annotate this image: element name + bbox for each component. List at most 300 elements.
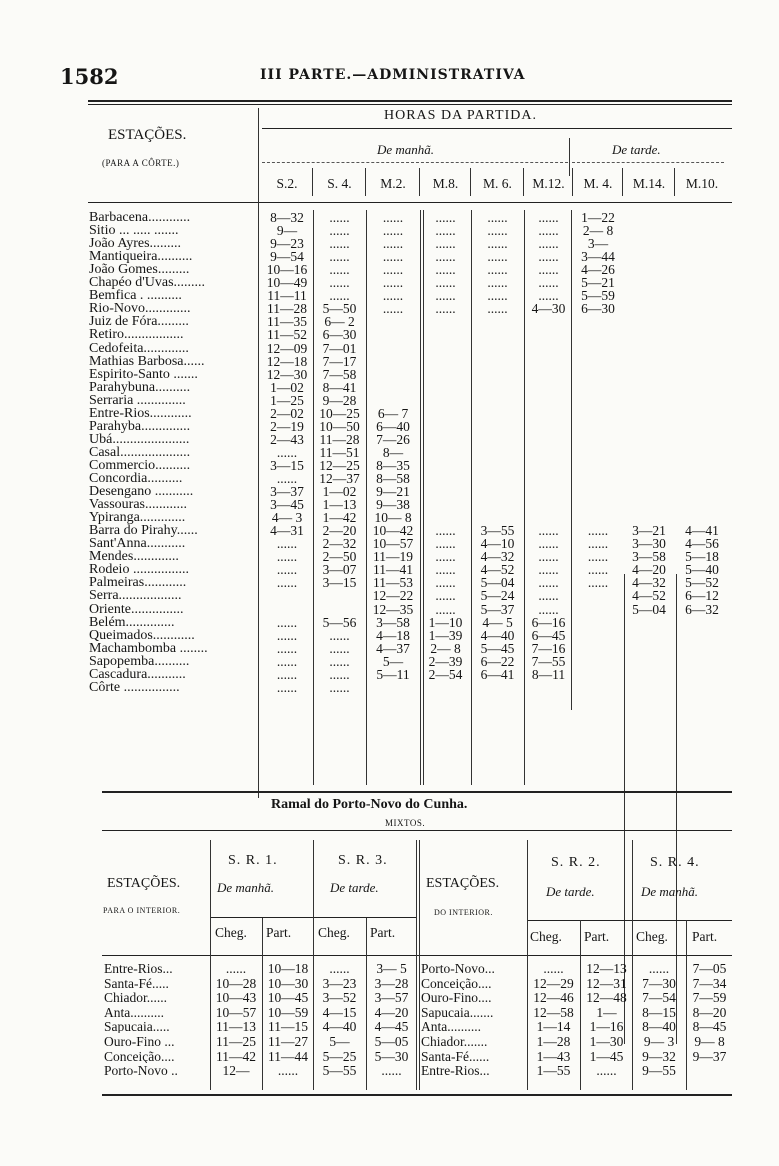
train-sr2: S. R. 2. <box>551 855 601 870</box>
time-cell: 1—13 <box>322 497 357 513</box>
time-cell: 4—52 <box>632 588 666 604</box>
station-name: Porto-Novo .. <box>104 1064 178 1078</box>
time-cell: 10—42 <box>372 523 414 539</box>
time-cell: 1—25 <box>270 392 304 408</box>
col-divider <box>312 168 313 196</box>
station-name: Parahybuna.......... <box>89 380 191 394</box>
time-cell: 4— 3 <box>271 510 303 526</box>
time-cell: 5— <box>329 1035 350 1048</box>
top-rule-thin <box>88 104 732 105</box>
station-name: Serraria .............. <box>89 393 186 407</box>
time-cell: 11—19 <box>373 549 413 565</box>
time-cell: 9—32 <box>642 1049 676 1063</box>
time-cell: 7—26 <box>376 431 410 447</box>
time-cell: ...... <box>587 575 609 591</box>
time-cell: 10—45 <box>267 991 309 1005</box>
station-name: Santa-Fé...... <box>421 1049 490 1063</box>
time-cell: ...... <box>329 627 350 643</box>
time-cell: 11—25 <box>216 1035 256 1048</box>
time-cell: 6—41 <box>480 666 515 682</box>
time-cell: 4—40 <box>480 627 515 643</box>
sr1-arr-head: Cheg. <box>215 925 247 940</box>
time-cell: ...... <box>538 523 559 539</box>
time-cell: ...... <box>382 301 404 317</box>
time-cell: 3—58 <box>376 614 410 630</box>
time-cell: 9—54 <box>270 249 304 265</box>
station-name: Entre-Rios... <box>421 1064 490 1078</box>
time-cell: 5—18 <box>685 549 719 565</box>
time-cell: ...... <box>435 549 456 565</box>
station-name: João Ayres......... <box>89 237 182 251</box>
station-name: Côrte ................ <box>89 680 180 694</box>
time-cell: 11—41 <box>373 562 413 578</box>
stations-label: ESTAÇÕES. <box>108 127 187 143</box>
time-cell: 10—25 <box>319 405 360 421</box>
time-cell: 12—35 <box>372 601 414 617</box>
time-cell: 5—52 <box>685 575 719 591</box>
column-header: M. 6. <box>483 176 512 191</box>
time-cell: ...... <box>276 444 298 460</box>
time-cell: ...... <box>538 210 559 225</box>
time-cell: 5—59 <box>581 288 615 304</box>
time-cell: 7—16 <box>531 640 566 656</box>
time-cell: ...... <box>538 549 559 565</box>
time-cell: 1—02 <box>322 484 357 500</box>
time-cell: ...... <box>329 223 350 239</box>
time-cell: ...... <box>435 288 456 304</box>
station-name: Rio-Novo............. <box>89 302 191 316</box>
time-cell: ...... <box>225 962 247 975</box>
top-rule <box>88 100 732 102</box>
hours-title: HORAS DA PARTIDA. <box>384 108 537 123</box>
time-cell: 11—44 <box>268 1049 308 1063</box>
time-cell: 11—53 <box>373 575 413 591</box>
time-cell: 5—04 <box>480 575 515 591</box>
time-cell: 5—37 <box>480 601 515 617</box>
time-cell: ...... <box>538 601 559 617</box>
direction-label: (PARA A CÔRTE.) <box>102 158 180 168</box>
time-cell: ...... <box>329 210 350 225</box>
station-name: João Gomes......... <box>89 263 190 277</box>
morning-brace <box>262 162 568 163</box>
time-cell: ...... <box>538 588 559 604</box>
time-cell: 4—20 <box>632 562 666 578</box>
time-cell: 10—57 <box>215 1005 257 1019</box>
right-direction: DO INTERIOR. <box>434 908 493 917</box>
time-cell: 12—30 <box>266 366 308 382</box>
time-cell: 3—21 <box>632 523 666 539</box>
time-cell: 5—25 <box>322 1049 357 1063</box>
station-name: Machambomba ........ <box>89 641 208 655</box>
station-name: Vassouras............ <box>89 498 187 512</box>
time-cell: ...... <box>487 275 508 291</box>
time-cell: 8—20 <box>692 1005 727 1019</box>
station-name: Anta.......... <box>104 1005 164 1019</box>
time-cell: 8—35 <box>376 457 410 473</box>
time-cell: 4—41 <box>685 523 719 539</box>
time-cell: ...... <box>487 210 508 225</box>
time-cell: ...... <box>538 562 559 578</box>
time-cell: 4—32 <box>632 575 666 591</box>
station-name: Mathias Barbosa...... <box>89 354 205 368</box>
column-header: M.12. <box>532 176 565 191</box>
time-cell: 10—16 <box>266 262 308 278</box>
time-cell: 9— 3 <box>643 1035 675 1048</box>
time-cell: ...... <box>435 249 456 265</box>
time-cell: 12—29 <box>533 976 574 990</box>
col-divider <box>419 168 420 196</box>
time-cell: 10—18 <box>267 962 309 975</box>
time-cell: 4—56 <box>685 536 719 552</box>
time-cell: ...... <box>382 210 404 225</box>
time-cell: 10—49 <box>266 275 308 291</box>
time-cell: 1—22 <box>581 210 615 225</box>
time-cell: 2—39 <box>428 653 463 669</box>
time-cell: ...... <box>435 575 456 591</box>
time-cell: 8—58 <box>376 471 410 486</box>
time-cell: 3—30 <box>632 536 666 552</box>
time-cell: 12—22 <box>372 588 414 604</box>
time-cell: 11—15 <box>268 1020 308 1034</box>
time-cell: ...... <box>276 549 298 565</box>
station-name: Barbacena............ <box>89 211 191 225</box>
time-cell: 4—45 <box>374 1020 409 1034</box>
time-cell: ...... <box>596 1064 617 1078</box>
time-cell: 6— 2 <box>324 314 355 330</box>
col-divider <box>674 168 675 196</box>
sr4-period: De manhã. <box>641 884 699 899</box>
time-cell: 4—26 <box>581 262 615 278</box>
hours-underline <box>262 128 732 129</box>
time-cell: 3—57 <box>374 991 409 1005</box>
time-cell: ...... <box>435 601 456 617</box>
station-name: Chiador...... <box>104 991 167 1005</box>
sr3-period: De tarde. <box>330 880 379 895</box>
station-name: Parahyba.............. <box>89 419 191 433</box>
sr4-dep-head: Part. <box>692 929 718 944</box>
sr1-dep-head: Part. <box>266 925 292 940</box>
time-cell: 12—25 <box>319 457 360 473</box>
time-cell: 4—37 <box>376 640 410 656</box>
time-cell: ...... <box>382 249 404 265</box>
time-cell: 8—15 <box>642 1005 676 1019</box>
time-cell: 3—58 <box>632 549 666 565</box>
time-cell: 1—30 <box>589 1035 624 1048</box>
time-cell: ...... <box>382 236 404 252</box>
time-cell: ...... <box>382 288 404 304</box>
time-cell: 3—44 <box>581 249 615 265</box>
sub-rule <box>528 920 732 921</box>
time-cell: 3— <box>587 236 609 252</box>
time-cell: 5—55 <box>322 1064 357 1078</box>
time-cell: ...... <box>276 666 298 682</box>
branch-top-rule <box>102 830 732 831</box>
time-cell: 1—55 <box>536 1064 571 1078</box>
time-cell: 5—04 <box>632 601 666 617</box>
station-name: Juiz de Fóra......... <box>89 315 189 329</box>
time-cell: 6—45 <box>531 627 566 643</box>
time-cell: ...... <box>538 536 559 552</box>
time-cell: 4—32 <box>480 549 515 565</box>
time-cell: 1—10 <box>428 614 463 630</box>
time-cell: 6— 7 <box>377 405 409 421</box>
column-header: M. 4. <box>583 176 613 191</box>
afternoon-brace <box>572 162 724 163</box>
time-cell: 11—27 <box>268 1035 308 1048</box>
train-sr4: S. R. 4. <box>650 855 700 870</box>
station-name: Mendes............. <box>89 550 179 564</box>
time-cell: 6—30 <box>581 301 615 317</box>
time-cell: 10—57 <box>372 536 414 552</box>
time-cell: 3—15 <box>270 457 304 473</box>
time-cell: ...... <box>277 1064 299 1078</box>
time-cell: 7—30 <box>642 976 676 990</box>
column-header: M.10. <box>685 176 719 191</box>
time-cell: 11—11 <box>267 288 307 304</box>
station-name: Espirito-Santo ....... <box>89 367 198 381</box>
time-cell: 9— <box>276 223 298 239</box>
branch-bottom-rule <box>102 1094 732 1096</box>
time-cell: 7—05 <box>692 962 727 975</box>
time-cell: 3—15 <box>322 575 357 591</box>
time-cell: 5—50 <box>322 301 357 317</box>
time-cell: 2—20 <box>322 523 357 539</box>
time-cell: 10—30 <box>267 976 309 990</box>
station-name: Queimados............ <box>89 628 195 642</box>
station-name: Oriente............... <box>89 602 184 616</box>
column-header: S. 4. <box>327 176 352 191</box>
page-number: 1582 <box>60 64 119 89</box>
time-cell: ...... <box>381 1064 402 1078</box>
time-cell: ...... <box>487 249 508 265</box>
time-cell: 2—54 <box>428 666 463 682</box>
time-cell: ...... <box>329 666 350 682</box>
col-divider <box>569 138 570 176</box>
time-cell: ...... <box>435 523 456 539</box>
time-cell: 4— 5 <box>482 614 513 630</box>
time-cell: ...... <box>329 679 350 695</box>
station-name: Entre-Rios... <box>104 962 173 975</box>
time-cell: 12—13 <box>586 962 627 975</box>
branch-header-rule <box>102 955 732 956</box>
time-cell: 2—32 <box>322 536 357 552</box>
time-cell: 12— <box>222 1064 250 1078</box>
station-name: Palmeiras............ <box>89 576 187 590</box>
time-cell: 9—21 <box>376 484 410 500</box>
time-cell: 10—43 <box>215 991 257 1005</box>
time-cell: 7—59 <box>692 991 727 1005</box>
time-cell: ...... <box>382 223 404 239</box>
time-cell: 3—52 <box>322 991 357 1005</box>
station-name: Cedofeita............. <box>89 341 189 355</box>
time-cell: ...... <box>276 562 298 578</box>
time-cell: 5—05 <box>374 1035 409 1048</box>
time-cell: ...... <box>382 275 404 291</box>
col-divider <box>470 168 471 196</box>
sr3-arr-head: Cheg. <box>318 925 350 940</box>
time-cell: ...... <box>587 562 609 578</box>
time-cell: 5—21 <box>581 275 615 291</box>
time-cell: ...... <box>435 275 456 291</box>
sr1-period: De manhã. <box>217 880 275 895</box>
time-cell: 6—40 <box>376 418 410 434</box>
time-cell: 1—16 <box>589 1020 624 1034</box>
time-cell: 11—42 <box>216 1049 256 1063</box>
time-cell: 11—35 <box>267 314 307 330</box>
time-cell: ...... <box>487 288 508 304</box>
time-cell: 3—23 <box>322 976 357 990</box>
time-cell: ...... <box>276 627 298 643</box>
column-header: M.2. <box>380 176 406 191</box>
station-name: Chapéo d'Uvas......... <box>89 276 206 290</box>
page-header <box>60 64 740 89</box>
time-cell: 10—59 <box>267 1005 309 1019</box>
time-cell: ...... <box>329 236 350 252</box>
time-cell: 5—45 <box>480 640 515 656</box>
time-cell: ...... <box>538 236 559 252</box>
time-cell: 7—01 <box>322 340 357 356</box>
time-cell: 12—46 <box>533 991 574 1005</box>
time-cell: 1—42 <box>322 510 357 526</box>
time-cell: ...... <box>435 562 456 578</box>
time-cell: ...... <box>329 249 350 265</box>
station-name: Ouro-Fino ... <box>104 1035 175 1048</box>
time-cell: ...... <box>329 262 350 278</box>
time-cell: 10— 8 <box>374 510 412 526</box>
station-name: Santa-Fé..... <box>104 976 169 990</box>
time-cell: 3—45 <box>270 497 304 513</box>
afternoon-label: De tarde. <box>612 142 661 157</box>
time-cell: 3—07 <box>322 562 357 578</box>
time-cell: ...... <box>487 262 508 278</box>
time-cell: 8—45 <box>692 1020 727 1034</box>
time-cell: 7—55 <box>531 653 566 669</box>
station-name: Chiador....... <box>421 1035 488 1048</box>
sr4-arr-head: Cheg. <box>636 929 668 944</box>
column-header: M.14. <box>632 176 666 191</box>
time-cell: ...... <box>276 471 298 486</box>
morning-label: De manhã. <box>377 142 435 157</box>
time-cell: 11—52 <box>267 327 307 343</box>
time-cell: ...... <box>487 236 508 252</box>
station-name: Commercio.......... <box>89 458 191 472</box>
time-cell: 9—28 <box>322 392 357 408</box>
station-name: Sitio ... ..... ....... <box>89 224 179 238</box>
time-cell: 4—20 <box>374 1005 409 1019</box>
time-cell: 11—28 <box>319 431 360 447</box>
time-cell: 8—40 <box>642 1020 676 1034</box>
time-cell: 5—56 <box>322 614 357 630</box>
time-cell: 4—10 <box>480 536 515 552</box>
time-cell: 4—18 <box>376 627 410 643</box>
time-cell: 9—55 <box>642 1064 676 1078</box>
station-name: Cascadura........... <box>89 667 186 681</box>
time-cell: ...... <box>329 640 350 656</box>
col-divider <box>365 168 366 196</box>
time-cell: ...... <box>435 223 456 239</box>
time-cell: ...... <box>435 236 456 252</box>
station-name: Belém.............. <box>89 615 175 629</box>
time-cell: ...... <box>276 575 298 591</box>
time-cell: ...... <box>329 275 350 291</box>
time-cell: 2— 8 <box>430 640 461 656</box>
station-name: Sapopemba.......... <box>89 654 190 668</box>
time-cell: 11—13 <box>216 1020 256 1034</box>
column-header: M.8. <box>432 176 459 191</box>
time-cell: 6—12 <box>685 588 719 604</box>
time-cell: 2— 8 <box>582 223 614 239</box>
sr2-dep-head: Part. <box>584 929 610 944</box>
time-cell: 2—02 <box>270 405 304 421</box>
train-sr1: S. R. 1. <box>228 853 278 868</box>
station-name: Serra.................. <box>89 589 182 603</box>
time-cell: 3—55 <box>480 523 515 539</box>
time-cell: 12—18 <box>266 353 308 369</box>
header-bottom-rule <box>88 202 732 203</box>
station-name: Ubá...................... <box>89 432 190 446</box>
station-name: Anta.......... <box>421 1020 481 1034</box>
sr2-arr-head: Cheg. <box>530 929 562 944</box>
time-cell: 9— 8 <box>694 1035 725 1048</box>
time-cell: 10—50 <box>319 418 360 434</box>
time-cell: ...... <box>382 262 404 278</box>
time-cell: ...... <box>487 301 508 317</box>
time-cell: ...... <box>276 679 298 695</box>
column-header: S.2. <box>276 176 298 191</box>
time-cell: ...... <box>543 962 564 975</box>
time-cell: 7—17 <box>322 353 357 369</box>
time-cell: ...... <box>538 288 559 304</box>
sr3-dep-head: Part. <box>370 925 396 940</box>
time-cell: 6—22 <box>480 653 515 669</box>
time-cell: 12—09 <box>266 340 308 356</box>
time-cell: 10—28 <box>215 976 257 990</box>
time-cell: 4—31 <box>270 523 304 539</box>
time-cell: ...... <box>276 536 298 552</box>
time-cell: 5—30 <box>374 1049 409 1063</box>
time-cell: 5—40 <box>685 562 719 578</box>
station-name: Bemfica . .......... <box>89 289 182 303</box>
right-stations-label: ESTAÇÕES. <box>426 876 500 891</box>
time-cell: 9—38 <box>376 497 410 513</box>
station-name: Ypiranga............. <box>89 511 186 525</box>
time-cell: ...... <box>538 575 559 591</box>
time-cell: 1—45 <box>589 1049 624 1063</box>
time-cell: ...... <box>435 536 456 552</box>
col-divider <box>572 168 573 196</box>
time-cell: 7—54 <box>642 991 676 1005</box>
time-cell: ...... <box>435 262 456 278</box>
left-direction: PARA O INTERIOR. <box>103 906 181 915</box>
time-cell: 3— 5 <box>376 962 407 975</box>
train-sr3: S. R. 3. <box>338 853 388 868</box>
time-cell: 8—41 <box>322 379 357 395</box>
time-cell: ...... <box>538 223 559 239</box>
time-cell: 1—02 <box>270 379 304 395</box>
time-cell: 3—37 <box>270 484 304 500</box>
time-cell: 8—11 <box>531 666 566 682</box>
time-cell: 5—24 <box>480 588 515 604</box>
col-divider <box>523 168 524 196</box>
time-cell: 2—43 <box>270 431 304 447</box>
station-name: Sapucaia....... <box>421 1005 494 1019</box>
time-cell: 12—48 <box>586 991 627 1005</box>
time-cell: 9—37 <box>692 1049 727 1063</box>
time-cell: 1— <box>596 1005 617 1019</box>
station-name: Rodeio ................ <box>89 563 189 577</box>
time-cell: 2—19 <box>270 418 304 434</box>
time-cell: ...... <box>538 249 559 265</box>
